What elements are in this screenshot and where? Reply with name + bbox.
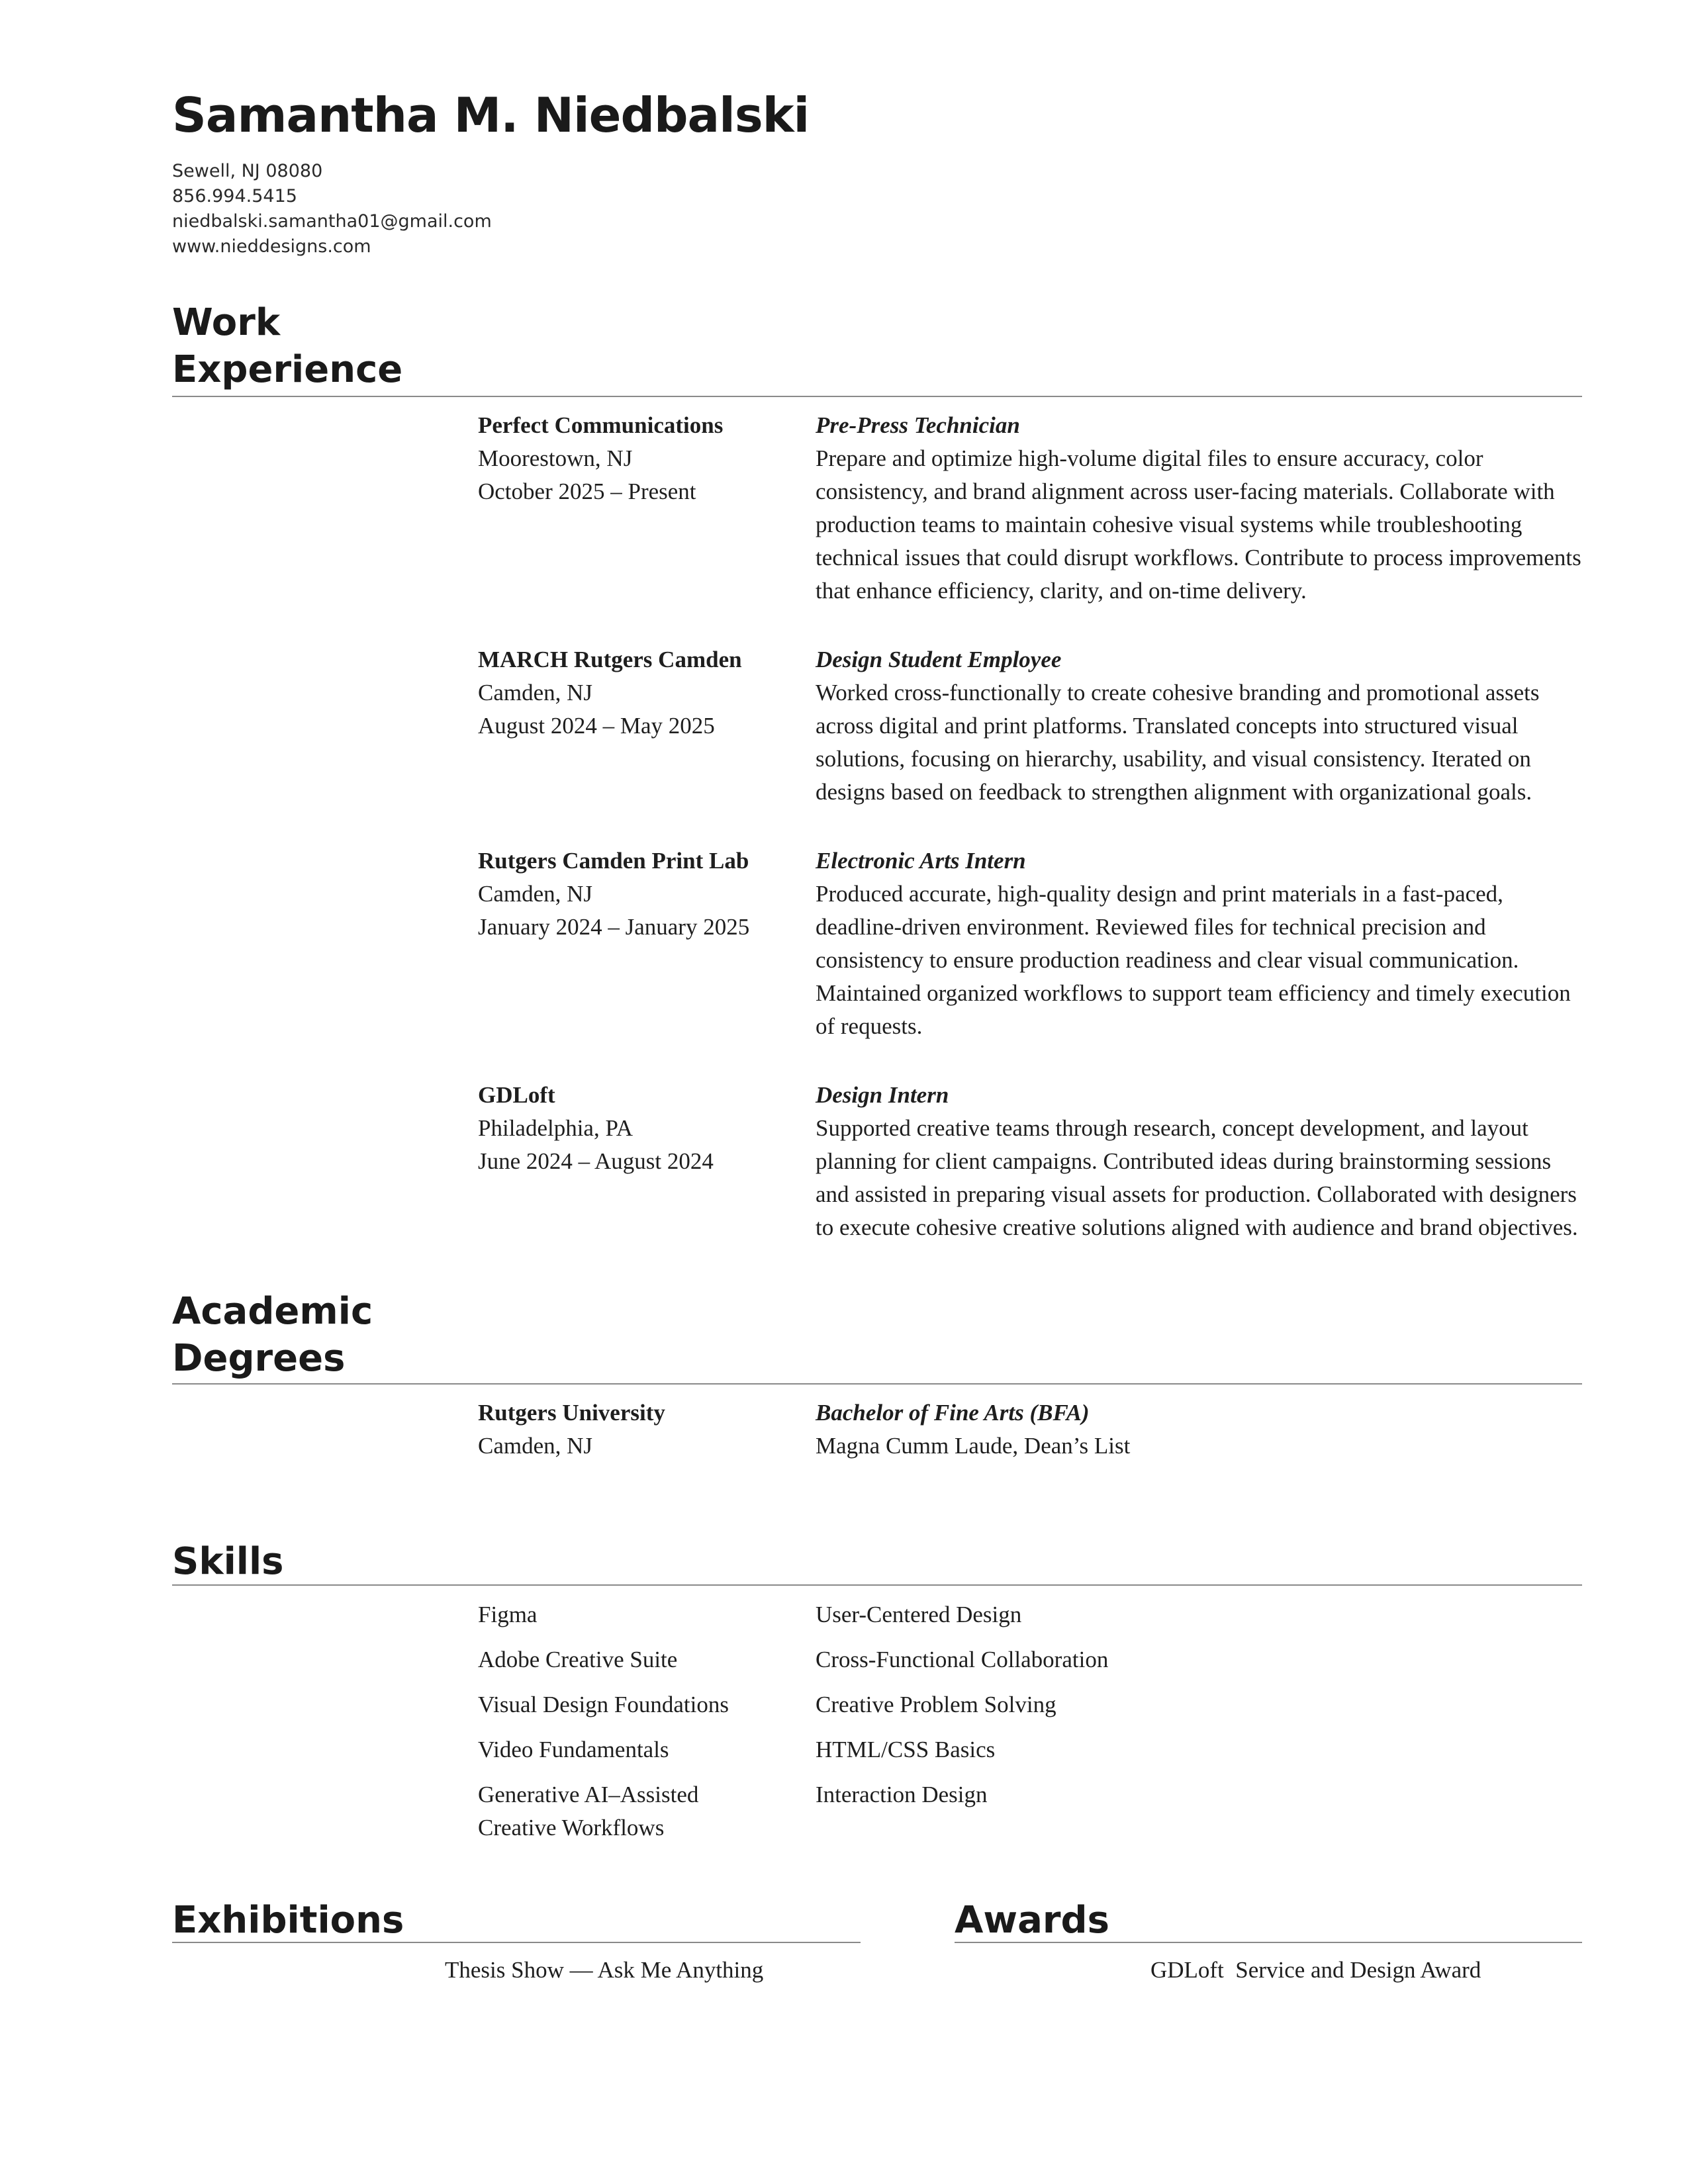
awards-divider bbox=[955, 1942, 1582, 1943]
skill-item: HTML/CSS Basics bbox=[816, 1737, 996, 1762]
job-description: Prepare and optimize high-volume digital files to ensure accuracy, color consistency, and brand alignment across user-facing materials. Collaborate with production teams to maintain cohesive visual systems while troubleshooting technical issues that could disrupt workflows. Contribute to process improvements that enhance efficiency, clarity, and on-time delivery. bbox=[816, 445, 1581, 604]
skills-right-list bbox=[816, 1598, 1108, 1811]
job-1-details bbox=[816, 409, 1583, 608]
skill-item: Creative Problem Solving bbox=[816, 1692, 1056, 1717]
job-description: Supported creative teams through research, concept development, and layout planning for client campaigns. Contributed ideas during brainstorming sessions and assisted in preparing visual assets for production. Collaborated with designers to execute cohesive creative solutions aligned with audience and brand objectives. bbox=[816, 1115, 1578, 1240]
job-company: Rutgers Camden Print Lab bbox=[478, 848, 749, 874]
academic-degrees-heading bbox=[172, 1288, 373, 1382]
contact-location: Sewell, NJ 08080 bbox=[172, 161, 323, 181]
skills-heading: Skills bbox=[172, 1540, 284, 1583]
contact-phone: 856.994.5415 bbox=[172, 186, 297, 206]
job-company: MARCH Rutgers Camden bbox=[478, 647, 742, 672]
job-dates: August 2024 – May 2025 bbox=[478, 713, 715, 739]
job-location: Philadelphia, PA bbox=[478, 1115, 633, 1141]
work-heading-line2: Experience bbox=[172, 348, 403, 391]
academic-heading-line1: Academic bbox=[172, 1290, 373, 1333]
job-description: Worked cross-functionally to create cohesive branding and promotional assets across digital and print platforms. Translated concepts into structured visual solutions, focusing on hierarchy, usability, and visual consistency. Iterated on designs based on feedback to strengthen alignment with organizational goals. bbox=[816, 680, 1540, 805]
job-role: Pre-Press Technician bbox=[816, 412, 1020, 438]
skill-item: Visual Design Foundations bbox=[478, 1692, 729, 1717]
exhibitions-divider bbox=[172, 1942, 861, 1943]
candidate-name: Samantha M. Niedbalski bbox=[172, 87, 810, 143]
job-description: Produced accurate, high-quality design and print materials in a fast-paced, deadline-driven environment. Reviewed files for technical precision and consistency to ensure production readiness and clear visual communication. Maintained organized workflows to support team efficiency and timely execution of requests. bbox=[816, 881, 1571, 1039]
degree-name: Bachelor of Fine Arts (BFA) bbox=[816, 1400, 1090, 1426]
job-2-meta bbox=[478, 643, 742, 743]
skill-item: Figma bbox=[478, 1602, 538, 1627]
award-item: GDLoft Service and Design Award bbox=[1150, 1957, 1481, 1983]
job-company: GDLoft bbox=[478, 1082, 555, 1108]
job-2-details bbox=[816, 643, 1583, 809]
contact-block bbox=[172, 159, 492, 259]
skills-divider bbox=[172, 1584, 1582, 1586]
skill-item: Interaction Design bbox=[816, 1782, 988, 1807]
job-role: Design Intern bbox=[816, 1082, 949, 1108]
job-dates: June 2024 – August 2024 bbox=[478, 1148, 714, 1174]
exhibitions-heading: Exhibitions bbox=[172, 1899, 404, 1942]
exhibition-item: Thesis Show — Ask Me Anything bbox=[445, 1957, 764, 1983]
skill-item: Cross-Functional Collaboration bbox=[816, 1647, 1109, 1672]
job-3-meta bbox=[478, 844, 749, 944]
work-divider bbox=[172, 396, 1582, 397]
awards-heading: Awards bbox=[955, 1899, 1109, 1942]
education-meta bbox=[478, 1396, 665, 1463]
academic-divider bbox=[172, 1383, 1582, 1385]
education-details bbox=[816, 1396, 1583, 1463]
job-3-details bbox=[816, 844, 1583, 1043]
school-location: Camden, NJ bbox=[478, 1433, 593, 1459]
work-experience-heading bbox=[172, 299, 402, 393]
job-location: Moorestown, NJ bbox=[478, 445, 633, 471]
degree-honors: Magna Cumm Laude, Dean’s List bbox=[816, 1433, 1131, 1459]
work-heading-line1: Work bbox=[172, 301, 281, 344]
job-4-meta bbox=[478, 1079, 714, 1178]
job-role: Design Student Employee bbox=[816, 647, 1062, 672]
contact-email: niedbalski.samantha01@gmail.com bbox=[172, 211, 492, 232]
school-name: Rutgers University bbox=[478, 1400, 665, 1426]
contact-website: www.nieddesigns.com bbox=[172, 236, 371, 257]
skill-item: Video Fundamentals bbox=[478, 1737, 669, 1762]
job-dates: January 2024 – January 2025 bbox=[478, 914, 750, 940]
skill-item: Adobe Creative Suite bbox=[478, 1647, 678, 1672]
job-4-details bbox=[816, 1079, 1583, 1244]
skill-item: Generative AI–Assisted Creative Workflows bbox=[478, 1782, 699, 1841]
job-company: Perfect Communications bbox=[478, 412, 724, 438]
skill-item: User-Centered Design bbox=[816, 1602, 1022, 1627]
job-location: Camden, NJ bbox=[478, 680, 593, 705]
academic-heading-line2: Degrees bbox=[172, 1337, 346, 1380]
job-dates: October 2025 – Present bbox=[478, 478, 696, 504]
job-location: Camden, NJ bbox=[478, 881, 593, 907]
skills-left-list bbox=[478, 1598, 782, 1844]
job-role: Electronic Arts Intern bbox=[816, 848, 1026, 874]
job-1-meta bbox=[478, 409, 723, 508]
